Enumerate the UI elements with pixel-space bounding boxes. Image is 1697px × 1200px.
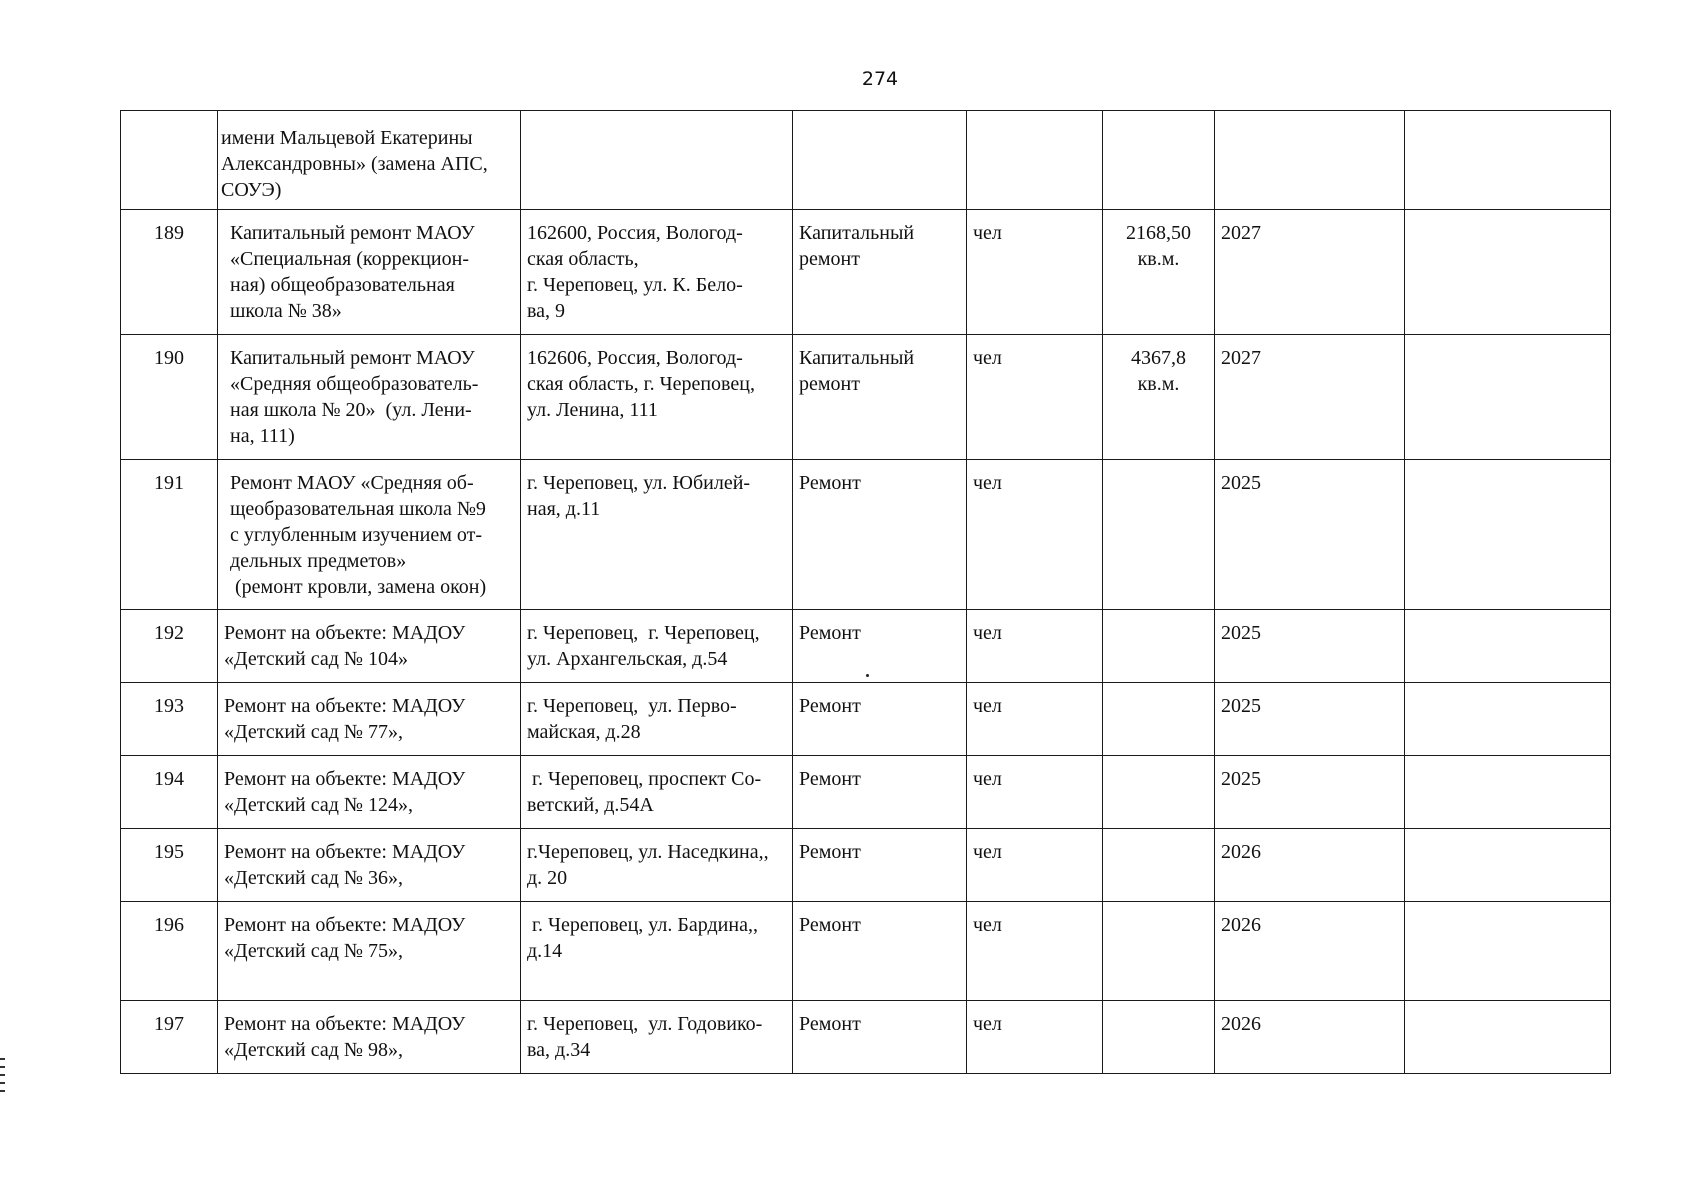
- cell-extra: [1405, 1001, 1611, 1074]
- cell-work-type: [793, 210, 967, 335]
- cell-work-type: [793, 1001, 967, 1074]
- work-type-line: ремонт: [799, 373, 860, 395]
- name-line: «Средняя общеобразователь-: [230, 373, 479, 395]
- table-row: [121, 902, 1611, 1001]
- cell-extra: [1405, 111, 1611, 210]
- table-row: [121, 210, 1611, 335]
- address-line: г. Череповец, ул. К. Бело-: [527, 274, 743, 296]
- name-line: школа № 38»: [230, 300, 342, 322]
- cell-unit: чел: [967, 1001, 1103, 1074]
- address-line: г.Череповец, ул. Наседкина,,: [527, 841, 769, 863]
- cell-area: [1103, 335, 1215, 460]
- name-line: Ремонт на объекте: МАДОУ: [224, 914, 466, 936]
- cell-object-name: [218, 756, 521, 829]
- cell-area: [1103, 1001, 1215, 1074]
- work-type-line: Ремонт: [799, 1013, 861, 1035]
- address-line: г. Череповец, ул. Перво-: [527, 695, 737, 717]
- cell-unit: чел: [967, 756, 1103, 829]
- name-line: ная) общеобразовательная: [230, 274, 455, 296]
- cell-year: 2025: [1215, 683, 1405, 756]
- cell-object-name: [218, 902, 521, 1001]
- cell-unit: чел: [967, 829, 1103, 902]
- address-line: д. 20: [527, 867, 568, 889]
- work-type-line: Ремонт: [799, 622, 861, 644]
- cell-work-type: [793, 111, 967, 210]
- scan-edge-mark: [0, 1074, 5, 1076]
- cell-object-name: [218, 335, 521, 460]
- address-line: г. Череповец, проспект Со-: [527, 768, 762, 790]
- cell-unit: чел: [967, 683, 1103, 756]
- cell-work-type: [793, 829, 967, 902]
- name-line: дельных предметов»: [230, 550, 407, 572]
- name-line: Ремонт на объекте: МАДОУ: [224, 768, 466, 790]
- cell-work-type: [793, 683, 967, 756]
- cell-address: [521, 335, 793, 460]
- cell-address: [521, 1001, 793, 1074]
- address-line: ная, д.11: [527, 498, 601, 520]
- cell-unit: чел: [967, 210, 1103, 335]
- name-line: ная школа № 20» (ул. Лени-: [230, 399, 472, 421]
- cell-object-name: [218, 111, 521, 210]
- area-line: кв.м.: [1137, 373, 1180, 395]
- cell-work-type: [793, 610, 967, 683]
- cell-year: 2027: [1215, 335, 1405, 460]
- address-line: г. Череповец, ул. Бардина,,: [527, 914, 758, 936]
- table-row: [121, 335, 1611, 460]
- cell-object-name: [218, 683, 521, 756]
- table-row-continuation: [121, 111, 1611, 210]
- name-line: «Детский сад № 124»,: [224, 794, 414, 816]
- work-type-line: Ремонт: [799, 472, 861, 494]
- name-line: «Детский сад № 104»: [224, 648, 409, 670]
- cell-year: 2027: [1215, 210, 1405, 335]
- table-row: [121, 756, 1611, 829]
- name-line: Александровны» (замена АПС,: [221, 153, 488, 175]
- cell-num: 189: [121, 210, 218, 335]
- name-line: Капитальный ремонт МАОУ: [230, 347, 475, 369]
- cell-extra: [1405, 683, 1611, 756]
- area-line: 2168,50: [1126, 222, 1191, 244]
- work-type-line: Капитальный: [799, 222, 915, 244]
- cell-address: [521, 610, 793, 683]
- cell-address: [521, 829, 793, 902]
- work-type-line: Ремонт: [799, 914, 861, 936]
- cell-unit: чел: [967, 460, 1103, 610]
- page-number: 274: [861, 68, 899, 90]
- cell-address: [521, 683, 793, 756]
- cell-unit: чел: [967, 902, 1103, 1001]
- address-line: ветский, д.54А: [527, 794, 654, 816]
- cell-num: 190: [121, 335, 218, 460]
- cell-year: 2026: [1215, 902, 1405, 1001]
- cell-extra: [1405, 610, 1611, 683]
- cell-area: [1103, 829, 1215, 902]
- cell-area: [1103, 460, 1215, 610]
- address-line: майская, д.28: [527, 721, 641, 743]
- area-line: 4367,8: [1131, 347, 1186, 369]
- address-line: 162600, Россия, Вологод-: [527, 222, 743, 244]
- cell-area: [1103, 756, 1215, 829]
- cell-address: [521, 210, 793, 335]
- name-line: с углубленным изучением от-: [230, 524, 483, 546]
- cell-unit: чел: [967, 335, 1103, 460]
- table-row: [121, 460, 1611, 610]
- cell-area: [1103, 683, 1215, 756]
- name-line: Ремонт на объекте: МАДОУ: [224, 695, 466, 717]
- cell-num: 192: [121, 610, 218, 683]
- cell-object-name: [218, 829, 521, 902]
- table-row: [121, 829, 1611, 902]
- cell-num: [121, 111, 218, 210]
- name-line: Ремонт на объекте: МАДОУ: [224, 1013, 466, 1035]
- cell-num: 196: [121, 902, 218, 1001]
- address-line: ская область, г. Череповец,: [527, 373, 755, 395]
- cell-unit: [967, 111, 1103, 210]
- cell-object-name: [218, 460, 521, 610]
- repair-objects-table: [120, 110, 1611, 1074]
- work-type-line: Капитальный: [799, 347, 915, 369]
- cell-year: [1215, 111, 1405, 210]
- cell-object-name: [218, 210, 521, 335]
- scan-speck: [866, 674, 869, 677]
- cell-address: [521, 111, 793, 210]
- name-line: Ремонт на объекте: МАДОУ: [224, 622, 466, 644]
- cell-year: 2025: [1215, 460, 1405, 610]
- scan-edge-mark: [0, 1082, 5, 1084]
- cell-area: [1103, 610, 1215, 683]
- name-line: СОУЭ): [221, 179, 282, 201]
- cell-address: [521, 460, 793, 610]
- cell-year: 2026: [1215, 829, 1405, 902]
- cell-work-type: [793, 902, 967, 1001]
- cell-work-type: [793, 335, 967, 460]
- address-line: г. Череповец, ул. Юбилей-: [527, 472, 751, 494]
- cell-num: 197: [121, 1001, 218, 1074]
- cell-work-type: [793, 756, 967, 829]
- address-line: ул. Ленина, 111: [527, 399, 658, 421]
- cell-num: 191: [121, 460, 218, 610]
- cell-area: [1103, 902, 1215, 1001]
- name-line: «Детский сад № 77»,: [224, 721, 404, 743]
- address-line: г. Череповец, ул. Годовико-: [527, 1013, 763, 1035]
- address-line: ва, 9: [527, 300, 566, 322]
- name-line: имени Мальцевой Екатерины: [221, 127, 473, 149]
- cell-num: 195: [121, 829, 218, 902]
- address-line: ва, д.34: [527, 1039, 591, 1061]
- name-line: на, 111): [230, 425, 295, 447]
- cell-object-name: [218, 1001, 521, 1074]
- address-line: д.14: [527, 940, 563, 962]
- name-line: Ремонт МАОУ «Средняя об-: [230, 472, 474, 494]
- address-line: ул. Архангельская, д.54: [527, 648, 728, 670]
- cell-address: [521, 756, 793, 829]
- work-type-line: Ремонт: [799, 768, 861, 790]
- cell-extra: [1405, 756, 1611, 829]
- cell-num: 193: [121, 683, 218, 756]
- cell-area: [1103, 210, 1215, 335]
- cell-object-name: [218, 610, 521, 683]
- cell-extra: [1405, 210, 1611, 335]
- name-line: Ремонт на объекте: МАДОУ: [224, 841, 466, 863]
- cell-unit: чел: [967, 610, 1103, 683]
- work-type-line: Ремонт: [799, 841, 861, 863]
- name-line: «Специальная (коррекцион-: [230, 248, 469, 270]
- address-line: г. Череповец, г. Череповец,: [527, 622, 760, 644]
- cell-num: 194: [121, 756, 218, 829]
- cell-area: [1103, 111, 1215, 210]
- name-line: Капитальный ремонт МАОУ: [230, 222, 475, 244]
- cell-year: 2026: [1215, 1001, 1405, 1074]
- name-line: «Детский сад № 98»,: [224, 1039, 404, 1061]
- table-row: [121, 1001, 1611, 1074]
- name-line: «Детский сад № 36»,: [224, 867, 404, 889]
- cell-year: 2025: [1215, 610, 1405, 683]
- scan-edge-mark: [0, 1066, 5, 1068]
- cell-year: 2025: [1215, 756, 1405, 829]
- name-line: «Детский сад № 75»,: [224, 940, 404, 962]
- table-body: [121, 111, 1611, 1074]
- address-line: 162606, Россия, Вологод-: [527, 347, 743, 369]
- cell-work-type: [793, 460, 967, 610]
- name-line: щеобразовательная школа №9: [230, 498, 486, 520]
- name-line: (ремонт кровли, замена окон): [230, 576, 487, 598]
- cell-address: [521, 902, 793, 1001]
- work-type-line: Ремонт: [799, 695, 861, 717]
- address-line: ская область,: [527, 248, 639, 270]
- cell-extra: [1405, 829, 1611, 902]
- cell-extra: [1405, 902, 1611, 1001]
- area-line: кв.м.: [1137, 248, 1180, 270]
- work-type-line: ремонт: [799, 248, 860, 270]
- cell-extra: [1405, 460, 1611, 610]
- scan-edge-mark: [0, 1090, 5, 1092]
- cell-extra: [1405, 335, 1611, 460]
- table-row: [121, 610, 1611, 683]
- table-row: [121, 683, 1611, 756]
- scan-edge-mark: [0, 1058, 5, 1060]
